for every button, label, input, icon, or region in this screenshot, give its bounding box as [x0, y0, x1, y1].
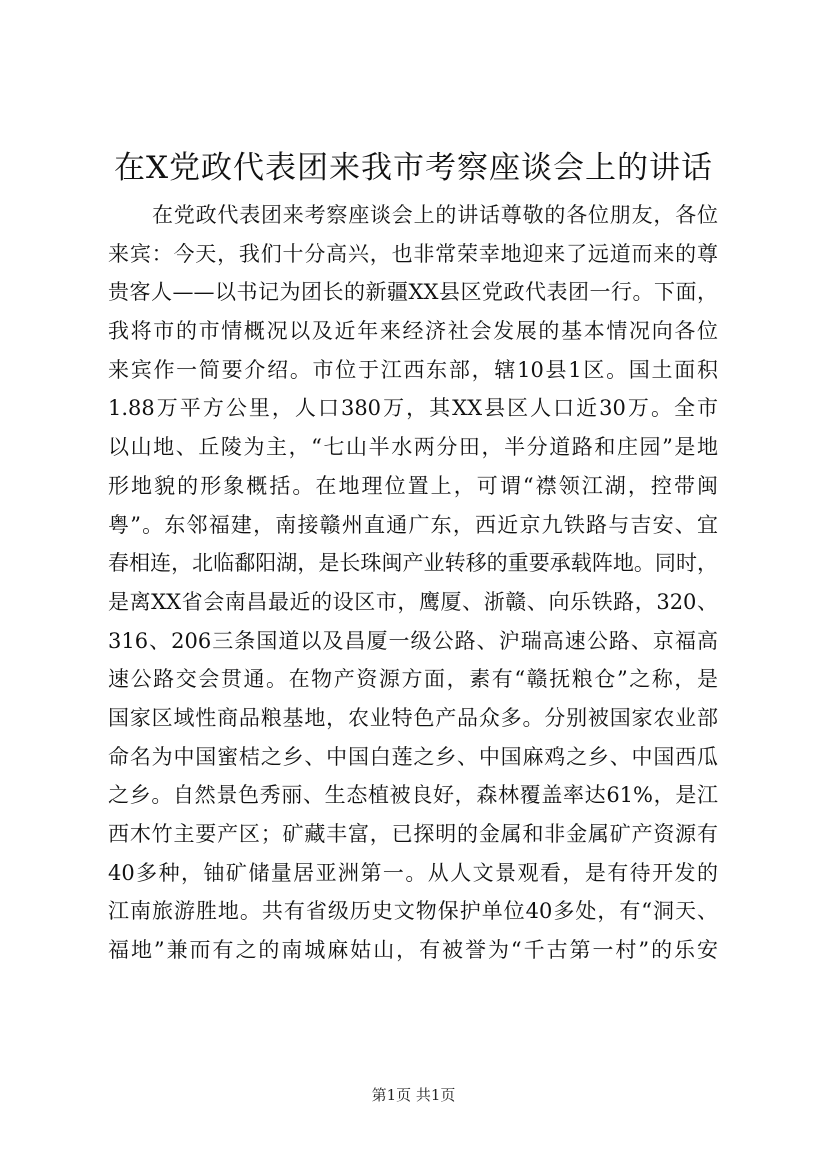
- document-title: 在X党政代表团来我市考察座谈会上的讲话: [113, 150, 714, 186]
- body-line: 贵客人——以书记为团长的新疆XX县区党政代表团一行。下面，: [108, 280, 718, 305]
- body-line: 形地貌的形象概括。在地理位置上，可谓“襟领江湖，控带闽: [108, 473, 718, 498]
- page-number-label: 第1页 共1页: [371, 1086, 456, 1104]
- body-line: 江南旅游胜地。共有省级历史文物保护单位40多处，有“洞天、: [108, 899, 718, 924]
- document-body: [108, 196, 718, 970]
- body-line: 粤”。东邻福建，南接赣州直通广东，西近京九铁路与吉安、宜: [108, 512, 718, 537]
- page-footer: [0, 1085, 827, 1105]
- body-line: 西木竹主要产区；矿藏丰富，已探明的金属和非金属矿产资源有: [108, 822, 718, 846]
- body-line: 1.88万平方公里，人口380万，其XX县区人口近30万。全市: [108, 396, 718, 421]
- body-line: 春相连，北临鄱阳湖，是长珠闽产业转移的重要承载阵地。同时，: [108, 551, 718, 576]
- body-line: 速公路交会贯通。在物产资源方面，素有“赣抚粮仓”之称，是: [108, 667, 718, 692]
- body-line: 之乡。自然景色秀丽、生态植被良好，森林覆盖率达61%，是江: [108, 783, 718, 808]
- body-line: 40多种，铀矿储量居亚洲第一。从人文景观看，是有待开发的: [108, 860, 718, 885]
- body-line: 我将市的市情概况以及近年来经济社会发展的基本情况向各位: [108, 319, 718, 344]
- body-line: 在党政代表团来考察座谈会上的讲话尊敬的各位朋友，各位: [152, 203, 718, 227]
- body-line: 福地”兼而有之的南城麻姑山，有被誉为“千古第一村”的乐安: [108, 938, 718, 963]
- body-line: 国家区域性商品粮基地，农业特色产品众多。分别被国家农业部: [108, 705, 718, 730]
- body-line: 是离XX省会南昌最近的设区市，鹰厦、浙赣、向乐铁路，320、: [108, 589, 718, 614]
- body-line: 316、206三条国道以及昌厦一级公路、沪瑞高速公路、京福高: [108, 628, 718, 653]
- body-line: 来宾：今天，我们十分高兴，也非常荣幸地迎来了远道而来的尊: [108, 241, 718, 266]
- body-line: 以山地、丘陵为主，“七山半水两分田，半分道路和庄园”是地: [108, 435, 718, 460]
- body-line: 来宾作一简要介绍。市位于江西东部，辖10县1区。国土面积: [108, 357, 718, 382]
- body-line: 命名为中国蜜桔之乡、中国白莲之乡、中国麻鸡之乡、中国西瓜: [108, 744, 718, 769]
